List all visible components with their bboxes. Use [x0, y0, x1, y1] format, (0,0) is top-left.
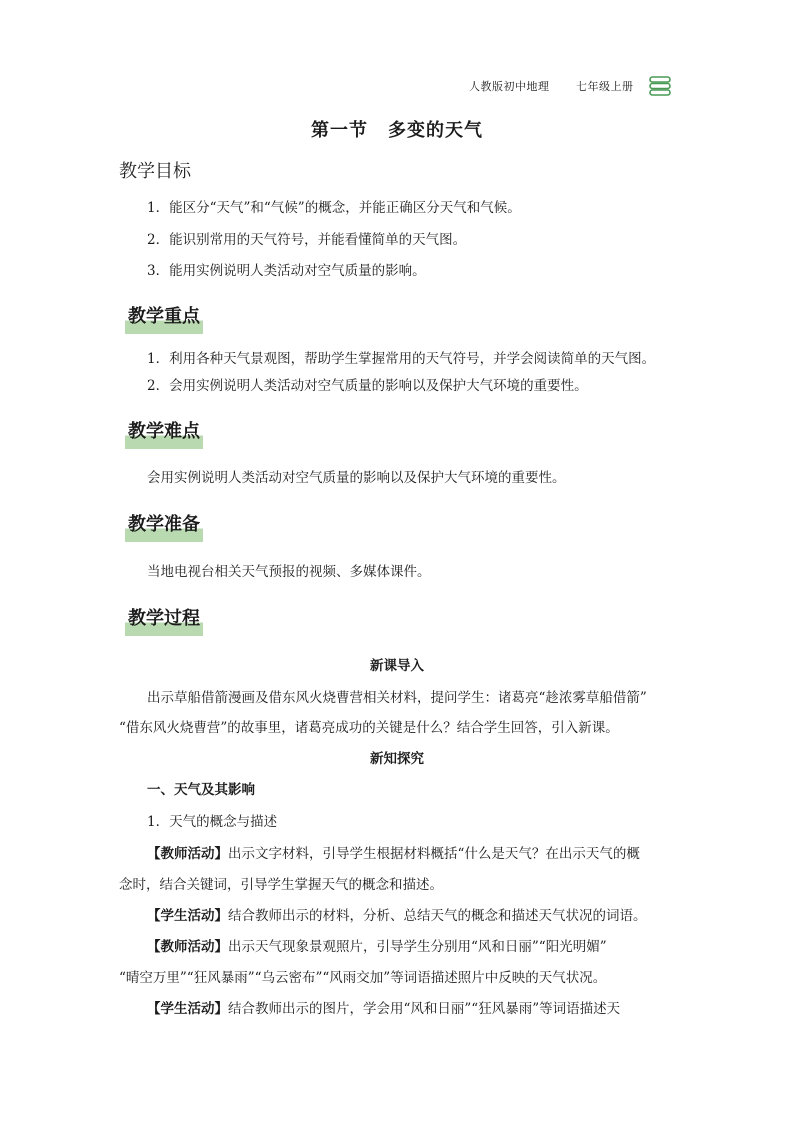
goal-item: 2．能识别常用的天气符号，并能看懂简单的天气图。: [147, 232, 467, 248]
preparation-text: 当地电视台相关天气预报的视频、多媒体课件。: [147, 564, 431, 580]
page-title: [0, 116, 794, 142]
explore-title: 新知探究: [370, 751, 424, 767]
section1-title: 一、天气及其影响: [147, 782, 255, 798]
student-activity-1: [147, 904, 647, 924]
teacher-activity-1-cont: 念时，结合关键词，引导学生掌握天气的概念和描述。: [119, 877, 443, 893]
key-point-item: 2．会用实例说明人类活动对空气质量的影响以及保护大气环境的重要性。: [147, 378, 588, 394]
student-activity-tag: 【学生活动】: [147, 908, 228, 924]
key-points-heading: 教学重点: [125, 304, 203, 334]
intro-line: “借东风火烧曹营”的故事里，诸葛亮成功的关键是什么？结合学生回答，引入新课。: [119, 720, 619, 736]
section-number: 第一节: [311, 120, 368, 141]
publisher-label: 人教版初中地理: [469, 80, 550, 93]
page-header: [0, 76, 794, 100]
student-activity-2: [147, 997, 620, 1017]
preparation-heading: 教学准备: [125, 512, 203, 542]
teacher-activity-tag: 【教师活动】: [147, 939, 228, 955]
difficulties-heading: 教学难点: [125, 419, 203, 449]
sub1-title: 1．天气的概念与描述: [147, 814, 278, 830]
grade-label: 七年级上册: [576, 80, 634, 93]
section-name: 多变的天气: [388, 120, 483, 141]
student-activity-text: 结合教师出示的材料，分析、总结天气的概念和描述天气状况的词语。: [228, 908, 647, 924]
intro-line: 出示草船借箭漫画及借东风火烧曹营相关材料，提问学生：诸葛亮“趁浓雾草船借箭”: [147, 690, 647, 706]
process-heading: 教学过程: [125, 606, 203, 636]
goal-item: 1．能区分“天气”和“气候”的概念，并能正确区分天气和气候。: [147, 200, 521, 216]
teacher-activity-2: [147, 935, 607, 955]
goals-heading: 教学目标: [119, 161, 191, 182]
goal-item: 3．能用实例说明人类活动对空气质量的影响。: [147, 263, 426, 279]
difficulties-text: 会用实例说明人类活动对空气质量的影响以及保护大气环境的重要性。: [147, 470, 566, 486]
teacher-activity-text: 出示天气现象景观照片，引导学生分别用“风和日丽”“阳光明媚”: [228, 939, 607, 955]
student-activity-tag: 【学生活动】: [147, 1001, 228, 1017]
intro-title: 新课导入: [370, 658, 424, 674]
student-activity-text: 结合教师出示的图片，学会用“风和日丽”“狂风暴雨”等词语描述天: [228, 1001, 621, 1017]
teacher-activity-tag: 【教师活动】: [147, 846, 228, 862]
teacher-activity-1: [147, 842, 640, 862]
key-point-item: 1．利用各种天气景观图，帮助学生掌握常用的天气符号，并学会阅读简单的天气图。: [147, 351, 656, 367]
teacher-activity-2-cont: “晴空万里”“狂风暴雨”“乌云密布”“风雨交加”等词语描述照片中反映的天气状况。: [119, 970, 607, 986]
teacher-activity-text: 出示文字材料，引导学生根据材料概括“什么是天气？在出示天气的概: [228, 846, 640, 862]
stacked-bars-logo-icon: [649, 76, 671, 96]
